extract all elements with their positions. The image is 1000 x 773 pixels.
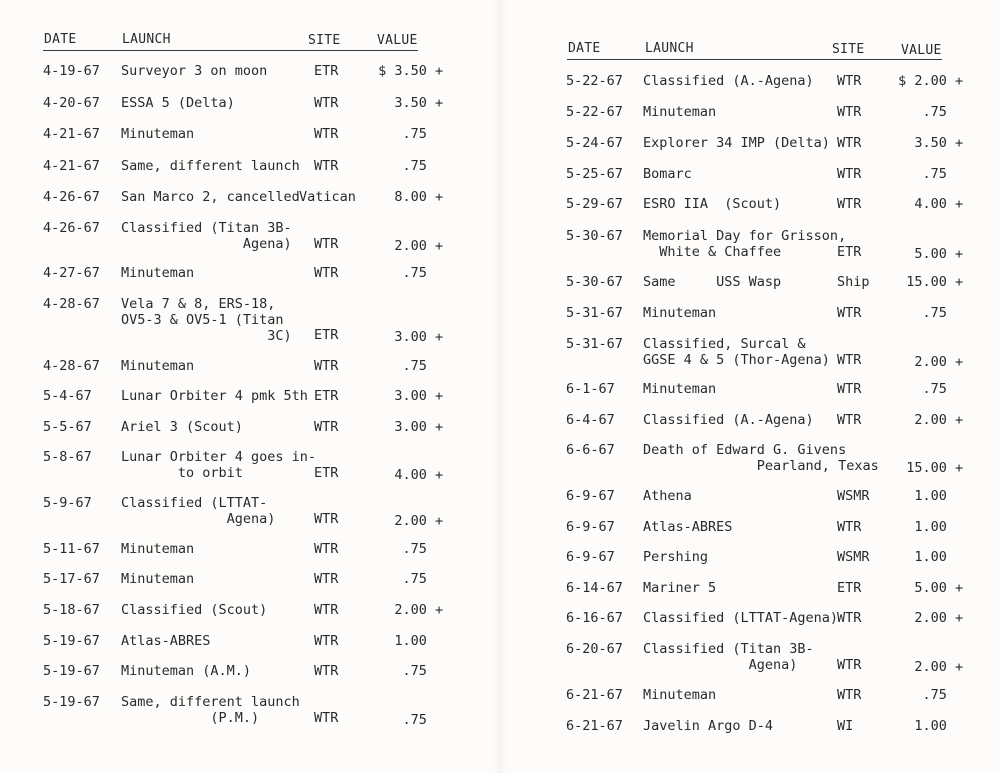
entry-site: WTR: [314, 602, 339, 618]
entry-value: 2.00 +: [890, 659, 964, 675]
entry-site: ETR: [837, 580, 862, 596]
entry-date: 5-18-67: [43, 602, 100, 618]
entry-site: WTR: [837, 104, 862, 120]
entry-value: 1.00: [890, 718, 947, 734]
entry-date: 4-21-67: [43, 126, 100, 142]
entry-site: WTR: [837, 412, 862, 428]
entry-launch: Minuteman: [121, 571, 195, 587]
entry-site: ETR: [314, 327, 339, 343]
entry-site: WTR: [837, 196, 862, 212]
left-page: [0, 0, 470, 773]
entry-site: Ship: [837, 274, 870, 290]
entry-date: 6-9-67: [566, 519, 615, 535]
entry-date: 4-28-67: [43, 296, 100, 312]
entry-site: WTR: [314, 511, 339, 527]
entry-date: 6-4-67: [566, 412, 615, 428]
entry-value: .75: [370, 541, 427, 557]
entry-value: .75: [370, 126, 427, 142]
page-gutter: [492, 0, 508, 773]
entry-launch: Minuteman: [121, 541, 195, 557]
entry-launch: Classified (A.-Agena): [643, 73, 814, 89]
entry-value: .75: [370, 265, 427, 281]
entry-value: 2.00 +: [370, 513, 444, 529]
entry-launch: Lunar Orbiter 4 goes in- to orbit: [121, 449, 317, 481]
entry-date: 4-20-67: [43, 95, 100, 111]
entry-date: 5-19-67: [43, 663, 100, 679]
entry-value: .75: [890, 687, 947, 703]
entry-value: .75: [890, 104, 947, 120]
entry-value: 5.00 +: [890, 580, 964, 596]
entry-date: 5-29-67: [566, 196, 623, 212]
entry-launch: Atlas-ABRES: [121, 633, 211, 649]
entry-value: .75: [890, 381, 947, 397]
entry-site: WSMR: [837, 488, 870, 504]
entry-value: .75: [370, 712, 427, 728]
entry-date: 5-5-67: [43, 419, 92, 435]
entry-date: 5-30-67: [566, 274, 623, 290]
entry-date: 6-1-67: [566, 381, 615, 397]
entry-launch: Minuteman: [121, 265, 195, 281]
entry-site: WSMR: [837, 549, 870, 565]
right-page: [530, 0, 1000, 773]
entry-date: 5-11-67: [43, 541, 100, 557]
header-rule: [567, 59, 942, 60]
entry-date: 6-16-67: [566, 610, 623, 626]
entry-value: 3.50 +: [890, 135, 964, 151]
entry-launch: Surveyor 3 on moon: [121, 63, 268, 79]
entry-site: WTR: [314, 419, 339, 435]
entry-value: 3.00 +: [370, 388, 444, 404]
entry-date: 6-6-67: [566, 442, 615, 458]
entry-site: WTR: [837, 166, 862, 182]
header-value: VALUE: [377, 33, 418, 48]
entry-launch: Ariel 3 (Scout): [121, 419, 243, 435]
entry-date: 5-31-67: [566, 336, 623, 352]
entry-launch: Pershing: [643, 549, 709, 565]
entry-date: 6-21-67: [566, 718, 623, 734]
entry-site: WTR: [314, 633, 339, 649]
entry-site: WTR: [837, 352, 862, 368]
header-date: DATE: [568, 41, 601, 56]
entry-value: 3.50 +: [370, 95, 444, 111]
entry-launch: Minuteman: [643, 104, 717, 120]
entry-launch: Classified (A.-Agena): [643, 412, 814, 428]
entry-site: WTR: [314, 571, 339, 587]
entry-value: 5.00 +: [890, 246, 964, 262]
entry-value: 4.00 +: [890, 196, 964, 212]
entry-date: 5-30-67: [566, 228, 623, 244]
header-value: VALUE: [901, 43, 942, 58]
entry-value: 1.00: [370, 633, 427, 649]
entry-date: 5-19-67: [43, 694, 100, 710]
header-site: SITE: [832, 42, 865, 57]
entry-launch: Classified (Scout): [121, 602, 268, 618]
entry-value: 2.00 +: [370, 602, 444, 618]
entry-launch: ESRO IIA (Scout): [643, 196, 782, 212]
entry-value: 3.00 +: [370, 329, 444, 345]
entry-value: 1.00: [890, 488, 947, 504]
entry-launch: Mariner 5: [643, 580, 717, 596]
entry-launch: Same USS Wasp: [643, 274, 782, 290]
entry-launch: Minuteman: [121, 358, 195, 374]
entry-date: 5-31-67: [566, 305, 623, 321]
entry-launch: Classified, Surcal & GGSE 4 & 5 (Thor-Agena): [643, 336, 830, 368]
entry-date: 4-26-67: [43, 220, 100, 236]
entry-site: WTR: [837, 657, 862, 673]
entry-launch: Same, different launch: [121, 158, 300, 174]
entry-value: .75: [890, 305, 947, 321]
entry-date: 4-27-67: [43, 265, 100, 281]
entry-value: 2.00 +: [370, 238, 444, 254]
entry-value: 15.00 +: [890, 460, 964, 476]
entry-site: WTR: [837, 381, 862, 397]
entry-launch: Minuteman: [643, 381, 717, 397]
entry-launch: Minuteman: [643, 687, 717, 703]
entry-date: 5-19-67: [43, 633, 100, 649]
entry-value: .75: [890, 166, 947, 182]
entry-launch: Athena: [643, 488, 692, 504]
entry-site: Vatican: [299, 189, 356, 205]
entry-date: 5-17-67: [43, 571, 100, 587]
entry-site: WTR: [314, 236, 339, 252]
entry-site: WTR: [314, 541, 339, 557]
entry-launch: Classified (Titan 3B- Agena): [121, 220, 292, 252]
header-site: SITE: [308, 33, 341, 48]
entry-launch: Explorer 34 IMP (Delta): [643, 135, 830, 151]
entry-date: 5-25-67: [566, 166, 623, 182]
entry-value: 15.00 +: [890, 274, 964, 290]
entry-value: $ 2.00 +: [890, 73, 964, 89]
entry-value: 2.00 +: [890, 412, 964, 428]
entry-value: 8.00 +: [370, 189, 444, 205]
entry-date: 5-24-67: [566, 135, 623, 151]
entry-value: $ 3.50 +: [370, 63, 444, 79]
entry-value: .75: [370, 158, 427, 174]
entry-launch: Vela 7 & 8, ERS-18, OV5-3 & OV5-1 (Titan 3C): [121, 296, 292, 344]
entry-site: WTR: [314, 358, 339, 374]
entry-launch: Bomarc: [643, 166, 692, 182]
entry-site: WTR: [837, 73, 862, 89]
entry-date: 4-21-67: [43, 158, 100, 174]
entry-launch: Minuteman: [121, 126, 195, 142]
entry-value: .75: [370, 571, 427, 587]
entry-date: 4-26-67: [43, 189, 100, 205]
entry-date: 5-9-67: [43, 495, 92, 511]
entry-launch: ESSA 5 (Delta): [121, 95, 235, 111]
entry-site: WTR: [837, 519, 862, 535]
entry-date: 5-4-67: [43, 388, 92, 404]
entry-launch: Classified (Titan 3B- Agena): [643, 641, 814, 673]
entry-site: WTR: [837, 305, 862, 321]
entry-value: 1.00: [890, 519, 947, 535]
entry-site: WTR: [314, 95, 339, 111]
entry-site: WTR: [837, 610, 862, 626]
entry-site: WTR: [314, 265, 339, 281]
entry-date: 5-8-67: [43, 449, 92, 465]
entry-launch: Javelin Argo D-4: [643, 718, 774, 734]
entry-site: WTR: [837, 135, 862, 151]
entry-site: WTR: [314, 663, 339, 679]
entry-date: 6-9-67: [566, 488, 615, 504]
entry-value: 1.00: [890, 549, 947, 565]
entry-site: WTR: [837, 687, 862, 703]
entry-site: ETR: [837, 244, 862, 260]
entry-date: 6-14-67: [566, 580, 623, 596]
header-date: DATE: [44, 32, 77, 47]
entry-launch: Minuteman (A.M.): [121, 663, 252, 679]
entry-launch: Same, different launch (P.M.): [121, 694, 300, 726]
entry-date: 5-22-67: [566, 104, 623, 120]
entry-site: WTR: [314, 158, 339, 174]
entry-launch: Lunar Orbiter 4 pmk 5th: [121, 388, 308, 404]
header-launch: LAUNCH: [645, 41, 694, 56]
entry-site: WI: [837, 718, 854, 734]
entry-value: 2.00 +: [890, 354, 964, 370]
entry-launch: San Marco 2, cancelled: [121, 189, 300, 205]
entry-launch: Minuteman: [643, 305, 717, 321]
entry-date: 4-19-67: [43, 63, 100, 79]
entry-site: ETR: [314, 63, 339, 79]
entry-date: 5-22-67: [566, 73, 623, 89]
entry-date: 6-20-67: [566, 641, 623, 657]
entry-launch: Atlas-ABRES: [643, 519, 733, 535]
header-launch: LAUNCH: [122, 32, 171, 47]
entry-value: .75: [370, 663, 427, 679]
entry-site: WTR: [314, 710, 339, 726]
entry-date: 6-9-67: [566, 549, 615, 565]
entry-value: 4.00 +: [370, 467, 444, 483]
entry-site: ETR: [314, 465, 339, 481]
header-rule: [43, 50, 418, 51]
entry-date: 6-21-67: [566, 687, 623, 703]
entry-date: 4-28-67: [43, 358, 100, 374]
entry-launch: Classified (LTTAT- Agena): [121, 495, 276, 527]
entry-site: WTR: [314, 126, 339, 142]
entry-site: ETR: [314, 388, 339, 404]
entry-value: 2.00 +: [890, 610, 964, 626]
entry-launch: Classified (LTTAT-Agena): [643, 610, 839, 626]
entry-value: 3.00 +: [370, 419, 444, 435]
entry-launch: Memorial Day for Grisson, White & Chaffee: [643, 228, 847, 260]
entry-launch: Death of Edward G. Givens Pearland, Texas: [643, 442, 879, 474]
entry-value: .75: [370, 358, 427, 374]
